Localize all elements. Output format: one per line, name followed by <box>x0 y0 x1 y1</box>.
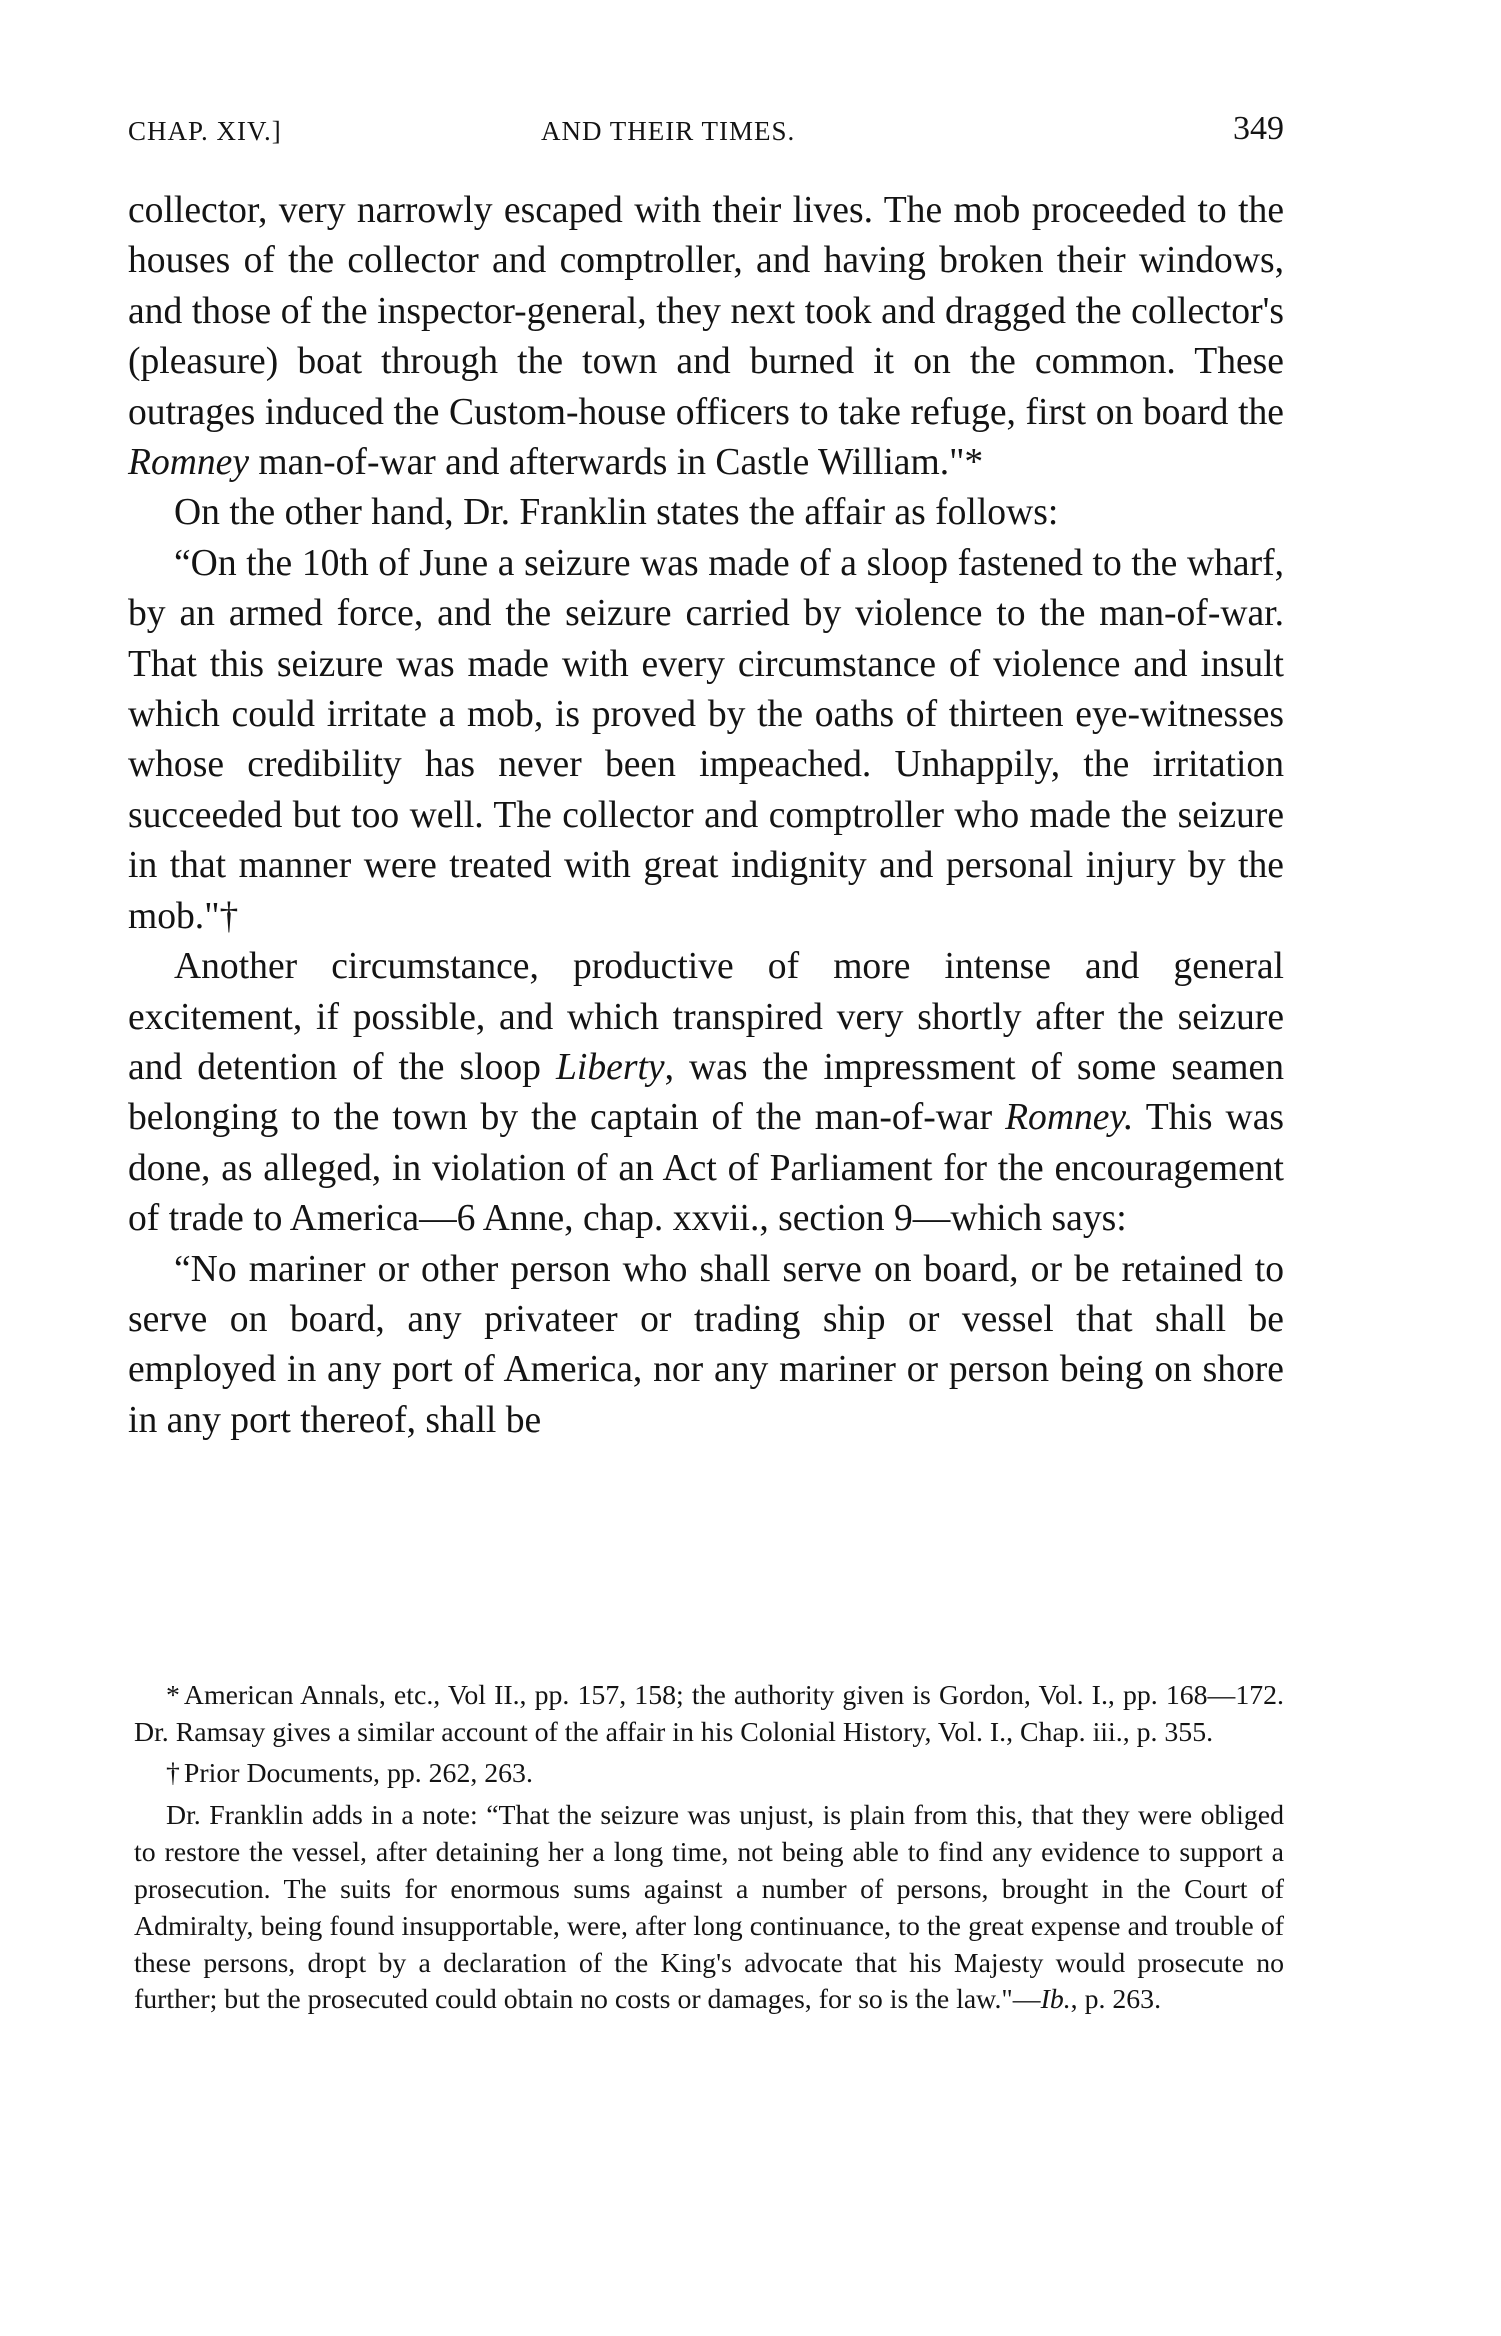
page-number: 349 <box>1233 110 1284 147</box>
paragraph-4 <box>128 942 1284 1244</box>
footnote-1-mark: * <box>166 1680 180 1711</box>
footnote-3 <box>134 1798 1284 2019</box>
footnote-2 <box>134 1756 1284 1793</box>
running-title: AND THEIR TIMES. <box>541 116 796 146</box>
paragraph-3-quote: “On the 10th of June a seizure was made of a sloop fastened to the wharf, by an armed force, and the seizure carried by violence to the man-of-war. That this seizure was made with every circumstance of violence and insult which could irritate a mob, is proved by the oaths of thirteen eye-witnesses whose credibility has never been impeached. Unhappily, the irritation succeeded but too well. The collector and comptroller who made the seizure in that manner were treated with great indignity and personal injury by the mob."† <box>128 542 1284 937</box>
paragraph-5-quote: “No mariner or other person who shall serve on board, or be retained to serve on board, any privateer or trading ship or vessel that shall be employed in any port of America, nor any mariner or person being on shore in any port thereof, shall be <box>128 1248 1284 1441</box>
footnote-1-text: American Annals, etc., Vol II., pp. 157, 158; the authority given is Gordon, Vol. I., pp. 168—172. Dr. Ramsay gives a similar account of the affair in his Colonial History, Vol. I., Chap. iii., p. 355. <box>134 1680 1284 1748</box>
main-text <box>128 186 1284 1446</box>
sloop-name-liberty: Liberty <box>556 1046 665 1088</box>
footnote-3-part-a: Dr. Franklin adds in a note: “That the seizure was unjust, is plain from this, that they were obliged to restore the vessel, after detaining her a long time, not being able to find any evidence to support a prosecution. The suits for enormous sums against a number of persons, brought in the Court of Admiralty, being found insupportable, were, after long continuance, to the great expense and trouble of these persons, dropt by a declaration of the King's advocate that his Majesty would prosecute no further; but the prosecuted could obtain no costs or damages, for so is the law."— <box>134 1800 1284 2016</box>
footnote-2-text: Prior Documents, pp. 262, 263. <box>183 1757 533 1789</box>
paragraph-4-part-a: Another circumstance, productive of more intense and general excitement, if possible, and which transpired very shortly after the seizure and detention of the sloop <box>128 946 1284 1088</box>
paragraph-1-part-b: man-of-war and afterwards in Castle William."* <box>249 442 984 484</box>
footnote-1 <box>134 1678 1284 1752</box>
footnotes <box>134 1678 1284 2019</box>
chapter-label: CHAP. XIV.] <box>128 116 282 146</box>
ship-name-romney: Romney <box>128 442 250 484</box>
ship-name-romney-2: Romney. <box>1005 1097 1134 1139</box>
footnote-3-ibid: Ib. <box>1040 1984 1071 2016</box>
footnote-3-part-b: , p. 263. <box>1070 1984 1162 2016</box>
footnote-2-mark: † <box>166 1757 180 1789</box>
running-header <box>128 110 1284 156</box>
paragraph-1 <box>128 186 1284 488</box>
paragraph-1-part-a: collector, very narrowly escaped with their lives. The mob proceeded to the houses of the collector and comptroller, and having broken their windows, and those of the inspector-general, they next took and dragged the collector's (pleasure) boat through the town and burned it on the common. These outrages induced the Custom-house officers to take refuge, first on board the <box>128 190 1284 433</box>
paragraph-4-part-b: , was the impressment of some seamen belonging to the town by the captain of the man-of-war <box>128 1046 1284 1139</box>
paragraph-4-part-c: This was done, as alleged, in violation of an Act of Parliament for the encouragement of trade to America—6 Anne, chap. xxvii., section 9—which says: <box>128 1097 1284 1240</box>
paragraph-2: On the other hand, Dr. Franklin states the affair as follows: <box>174 492 1059 534</box>
